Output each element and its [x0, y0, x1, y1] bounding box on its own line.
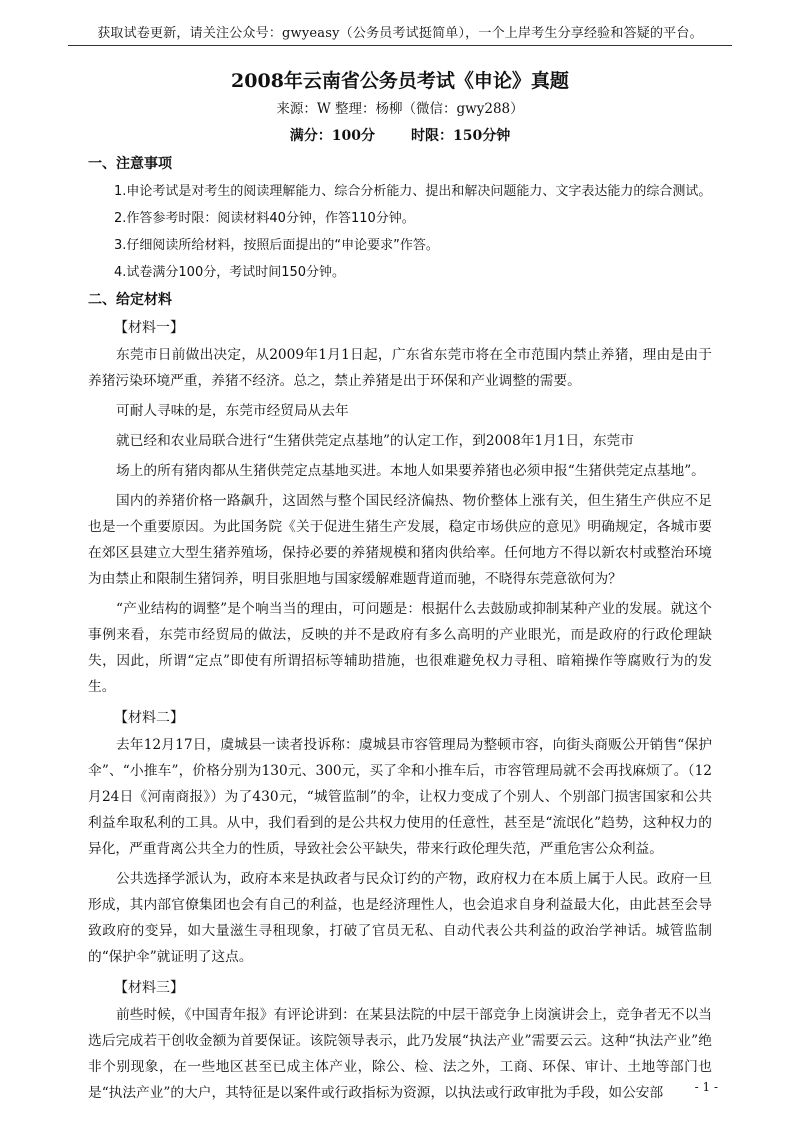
- section-heading-materials: 二、给定材料: [88, 292, 172, 308]
- material-paragraph: 去年12月17日，虞城县一读者投诉称：虞城县市容管理局为整顿市容，向街头商贩公开销售“保护伞”、“小推车”，价格分别为130元、300元，买了伞和小推车后，市容管理局就不会再找麻烦了。（12月24日《河南商报》）为了430元，“城管监制”的伞，让权力变成了个别人、个别部门损害国家和公共利益牟取私利的工具。从中，我们看到的是公共权力使用的任意性，甚至是“流氓化”趋势，这种权力的异化，严重背离公共全力的性质，导致社会公平缺失，带来行政伦理失范，严重危害公众利益。: [88, 737, 712, 857]
- material-paragraph: 前些时候，《中国青年报》有评论讲到：在某县法院的中层干部竞争上岗演讲会上，竞争者无不以当选后完成若干创收金额为首要保证。该院领导表示，此乃发展“执法产业”需要云云。这种“执法产业”绝非个别现象，在一些地区甚至已成主体产业，除公、检、法之外，工商、环保、审计、土地等部门也是“执法产业”的大户，其特征是以案件或行政指标为资源，以执法或行政审批为手段，如公安部: [88, 1007, 712, 1101]
- material-paragraph: 场上的所有猪肉都从生猪供莞定点基地买进。本地人如果要养猪也必须申报“生猪供莞定点基地”。: [116, 463, 705, 479]
- full-score: 满分：100分: [289, 128, 375, 144]
- time-limit: 时限：150分钟: [411, 128, 511, 144]
- note-item: 1.申论考试是对考生的阅读理解能力、综合分析能力、提出和解决问题能力、文字表达能力的综合测试。: [114, 184, 712, 199]
- material-heading-3: 【材料三】: [114, 980, 184, 996]
- material-paragraph: 就已经和农业局联合进行“生猪供莞定点基地”的认定工作，到2008年1月1日，东莞市: [116, 433, 634, 449]
- document-title: 2008年云南省公务员考试《申论》真题: [231, 70, 569, 92]
- header-divider: [68, 45, 732, 46]
- page-number: - 1 -: [694, 1080, 718, 1094]
- material-heading-1: 【材料一】: [114, 320, 184, 336]
- document-body: [88, 60, 712, 1110]
- document-source: 来源：W 整理：杨柳（微信：gwy288）: [276, 101, 524, 117]
- material-paragraph: 可耐人寻味的是，东莞市经贸局从去年: [116, 403, 349, 419]
- note-item: 2.作答参考时限：阅读材料40分钟，作答110分钟。: [114, 211, 415, 226]
- material-paragraph: 东莞市日前做出决定，从2009年1月1日起，广东省东莞市将在全市范围内禁止养猪，理由是由于养猪污染环境严重，养猪不经济。总之，禁止养猪是出于环保和产业调整的需要。: [88, 347, 712, 389]
- note-item: 4.试卷满分100分，考试时间150分钟。: [114, 265, 346, 280]
- material-paragraph: 国内的养猪价格一路飙升，这固然与整个国民经济偏热、物价整体上涨有关，但生猪生产供应不足也是一个重要原因。为此国务院《关于促进生猪生产发展，稳定市场供应的意见》明确规定，各城市要在郊区县建立大型生猪养殖场，保持必要的养猪规模和猪肉供给率。任何地方不得以新农村或整治环境为由禁止和限制生猪饲养，明目张胆地与国家缓解难题背道而驰，不晓得东莞意欲何为？: [88, 493, 712, 587]
- material-paragraph: “产业结构的调整”是个响当当的理由，可问题是：根据什么去鼓励或抑制某种产业的发展。就这个事例来看，东莞市经贸局的做法，反映的并不是政府有多么高明的产业眼光，而是政府的行政伦理缺失，因此，所谓“定点”即使有所谓招标等辅助措施，也很难避免权力寻租、暗箱操作等腐败行为的发生。: [88, 601, 712, 695]
- score-line: [88, 122, 712, 150]
- material-heading-2: 【材料二】: [114, 710, 184, 726]
- header-notice: 获取试卷更新，请关注公众号：gwyeasy（公务员考试挺简单），一个上岸考生分享经验和答疑的平台。: [97, 26, 703, 41]
- section-heading-notes: 一、注意事项: [88, 156, 172, 172]
- material-paragraph: 公共选择学派认为，政府本来是执政者与民众订约的产物，政府权力在本质上属于人民。政府一旦形成，其内部官僚集团也会有自己的利益，也是经济理性人，也会追求自身利益最大化，由此甚至会导致政府的变异，如大量滋生寻租现象，打破了官员无私、自动代表公共利益的政治学神话。城管监制的“保护伞”就证明了这点。: [88, 871, 712, 965]
- note-item: 3.仔细阅读所给材料，按照后面提出的“申论要求”作答。: [114, 238, 439, 253]
